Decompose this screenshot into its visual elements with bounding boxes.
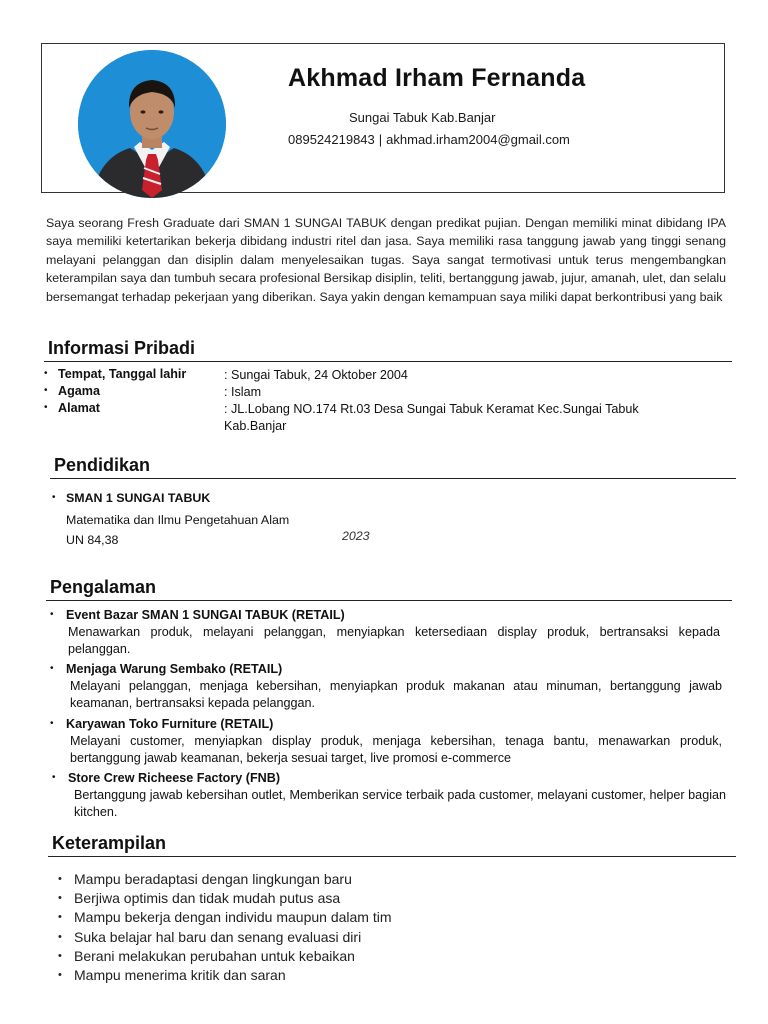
skill-text: Suka belajar hal baru dan senang evaluasi diri: [74, 928, 362, 945]
contact-line: [288, 132, 570, 147]
bullet-icon: •: [58, 873, 62, 885]
experience-role: Store Crew Richeese Factory (FNB): [68, 771, 281, 785]
section-divider: [46, 600, 732, 601]
info-value: : Islam: [224, 385, 262, 399]
skill-item: [58, 966, 392, 985]
bullet-icon: •: [44, 385, 48, 396]
email-address: akhmad.irham2004@gmail.com: [386, 132, 570, 147]
skill-item: [58, 928, 392, 947]
section-divider: [44, 361, 732, 362]
exam-score: UN 84,38: [66, 533, 119, 547]
section-title-personal: Informasi Pribadi: [48, 338, 196, 358]
skill-text: Mampu menerima kritik dan saran: [74, 966, 286, 983]
info-key: Alamat: [58, 401, 100, 415]
experience-role: Event Bazar SMAN 1 SUNGAI TABUK (RETAIL): [66, 608, 345, 622]
bullet-icon: •: [58, 949, 62, 962]
section-title-education: Pendidikan: [54, 455, 151, 475]
bullet-icon: •: [52, 772, 56, 783]
contact-separator: |: [378, 132, 383, 147]
person-photo-icon: [78, 50, 226, 198]
skill-text: Berjiwa optimis dan tidak mudah putus asa: [74, 890, 341, 907]
profile-summary: Saya seorang Fresh Graduate dari SMAN 1 SUNGAI TABUK dengan predikat pujian. Dengan memiliki minat dibidang IPA saya memiliki ketertarikan bekerja dibidang industri ritel dan jasa. Saya memiliki rasa tanggung jawab yang tinggi senang melayani pelanggan dan disiplin dalam menyelesaikan tugas. Saya sangat termotivasi untuk terus mengembangkan keterampilan saya dan tumbuh secara profesional Bersikap disiplin, teliti, bertanggung jawab, jujur, amanah, ulet, dan selalu bersemangat terhadap pekerjaan yang diberikan. Saya yakin dengan kemampuan saya miliki dapat berkontribusi yang baik: [46, 216, 726, 304]
school-name: SMAN 1 SUNGAI TABUK: [66, 491, 211, 505]
section-title-skills: Keterampilan: [52, 833, 167, 853]
experience-role: Menjaga Warung Sembako (RETAIL): [66, 662, 283, 676]
location: Sungai Tabuk Kab.Banjar: [349, 110, 496, 125]
bullet-icon: •: [52, 492, 56, 503]
experience-role: Karyawan Toko Furniture (RETAIL): [66, 717, 274, 731]
info-value: : JL.Lobang NO.174 Rt.03 Desa Sungai Tabuk Keramat Kec.Sungai Tabuk Kab.Banjar: [224, 402, 639, 433]
skill-item: [58, 908, 392, 927]
bullet-icon: •: [50, 609, 54, 620]
experience-description: Menawarkan produk, melayani pelanggan, menyiapkan ketersediaan display produk, bertransaksi kepada pelanggan.: [68, 625, 720, 656]
skill-item: [58, 947, 392, 966]
bullet-icon: •: [44, 402, 48, 413]
school-major: Matematika dan Ilmu Pengetahuan Alam: [66, 513, 290, 527]
experience-description: Melayani customer, menyiapkan display produk, menjaga kebersihan, tenaga bantu, menawarkan produk, bertanggung jawab keamanan, bekerja sesuai target, live promosi e-commerce: [70, 734, 722, 765]
skill-text: Berani melakukan perubahan untuk kebaikan: [74, 947, 355, 964]
info-key: Agama: [58, 384, 100, 398]
skill-item: [58, 870, 392, 889]
bullet-icon: •: [58, 911, 62, 924]
bullet-icon: •: [58, 968, 62, 981]
skill-text: Mampu bekerja dengan individu maupun dalam tim: [74, 909, 392, 926]
full-name: Akhmad Irham Fernanda: [288, 64, 586, 92]
skill-text: Mampu beradaptasi dengan lingkungan baru: [74, 871, 352, 887]
experience-description: Melayani pelanggan, menjaga kebersihan, menyiapkan produk makanan atau minuman, bertanggung jawab keamanan, bertransaksi kepada pelanggan.: [70, 679, 722, 710]
info-key: Tempat, Tanggal lahir: [58, 367, 187, 381]
section-divider: [50, 478, 736, 479]
profile-photo: [78, 50, 226, 198]
skill-item: [58, 889, 392, 908]
header-box: [41, 43, 725, 193]
bullet-icon: •: [50, 718, 54, 729]
bullet-icon: •: [58, 892, 62, 905]
section-divider: [48, 856, 736, 857]
graduation-year: 2023: [342, 529, 370, 543]
bullet-icon: •: [58, 930, 62, 943]
skills-list: [58, 870, 392, 985]
bullet-icon: •: [50, 663, 54, 674]
section-title-experience: Pengalaman: [50, 577, 157, 597]
info-value: : Sungai Tabuk, 24 Oktober 2004: [224, 368, 408, 382]
phone-number: 089524219843: [288, 132, 375, 147]
bullet-icon: •: [44, 368, 48, 379]
experience-description: Bertanggung jawab kebersihan outlet, Memberikan service terbaik pada customer, melayani customer, helper bagian kitchen.: [74, 788, 726, 819]
